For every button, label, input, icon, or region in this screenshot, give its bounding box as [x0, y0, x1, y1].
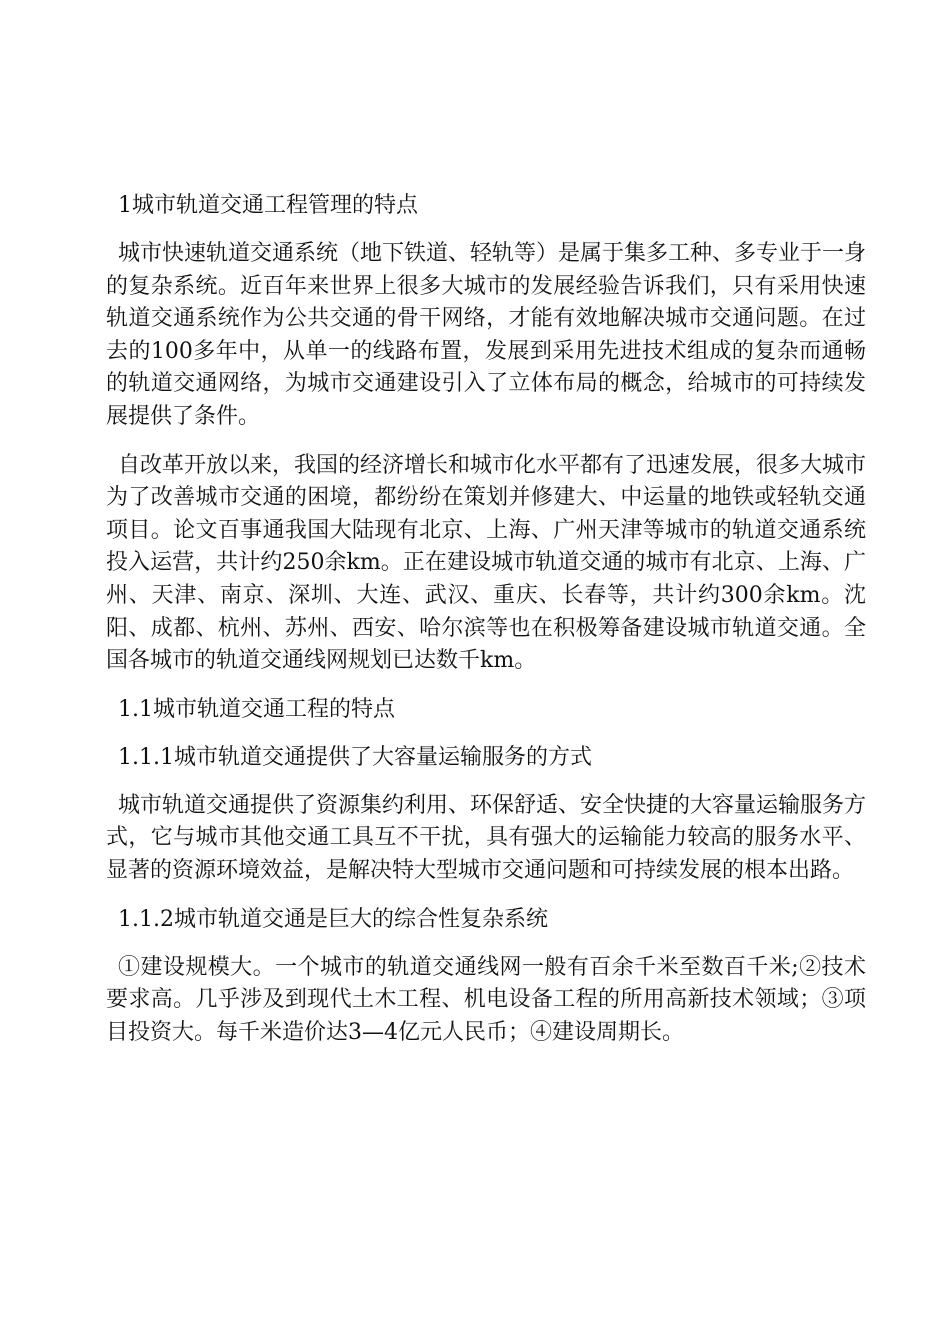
subsection-heading: 1.1城市轨道交通工程的特点 — [118, 696, 395, 722]
subsubsection-heading: 1.1.2城市轨道交通是巨大的综合性复杂系统 — [118, 906, 548, 932]
paragraph: 自改革开放以来，我国的经济增长和城市化水平都有了迅速发展，很多大城市为了改善城市交通的困境，都纷纷在策划并修建大、中运量的地铁或轻轨交通项目。论文百事通我国大陆现有北京、上海、广州天津等城市的轨道交通系统投入运营，共计约250余km。正在建设城市轨道交通的城市有北京、上海、广州、天津、南京、深圳、大连、武汉、重庆、长春等，共计约300余km。沈阳、成都、杭州、苏州、西安、哈尔滨等也在积极筹备建设城市轨道交通。全国各城市的轨道交通线网规划已达数千km。 — [106, 452, 867, 674]
paragraph: 城市轨道交通提供了资源集约利用、环保舒适、安全快捷的大容量运输服务方式，它与城市其他交通工具互不干扰，具有强大的运输能力较高的服务水平、显著的资源环境效益，是解决特大型城市交通问题和可持续发展的根本出路。 — [106, 792, 867, 883]
subsubsection-heading: 1.1.1城市轨道交通提供了大容量运输服务的方式 — [118, 744, 592, 770]
paragraph: ①建设规模大。一个城市的轨道交通线网一般有百余千米至数百千米;②技术要求高。几乎涉及到现代土木工程、机电设备工程的所用高新技术领域；③项目投资大。每千米造价达3—4亿元人民币；④建设周期长。 — [106, 954, 866, 1045]
paragraph: 城市快速轨道交通系统（地下铁道、轻轨等）是属于集多工种、多专业于一身的复杂系统。近百年来世界上很多大城市的发展经验告诉我们，只有采用快速轨道交通系统作为公共交通的骨干网络，才能有效地解决城市交通问题。在过去的100多年中，从单一的线路布置，发展到采用先进技术组成的复杂而通畅的轨道交通网络，为城市交通建设引入了立体布局的概念，给城市的可持续发展提供了条件。 — [106, 241, 867, 429]
document-body — [106, 190, 866, 1065]
section-heading: 1城市轨道交通工程管理的特点 — [118, 193, 418, 218]
